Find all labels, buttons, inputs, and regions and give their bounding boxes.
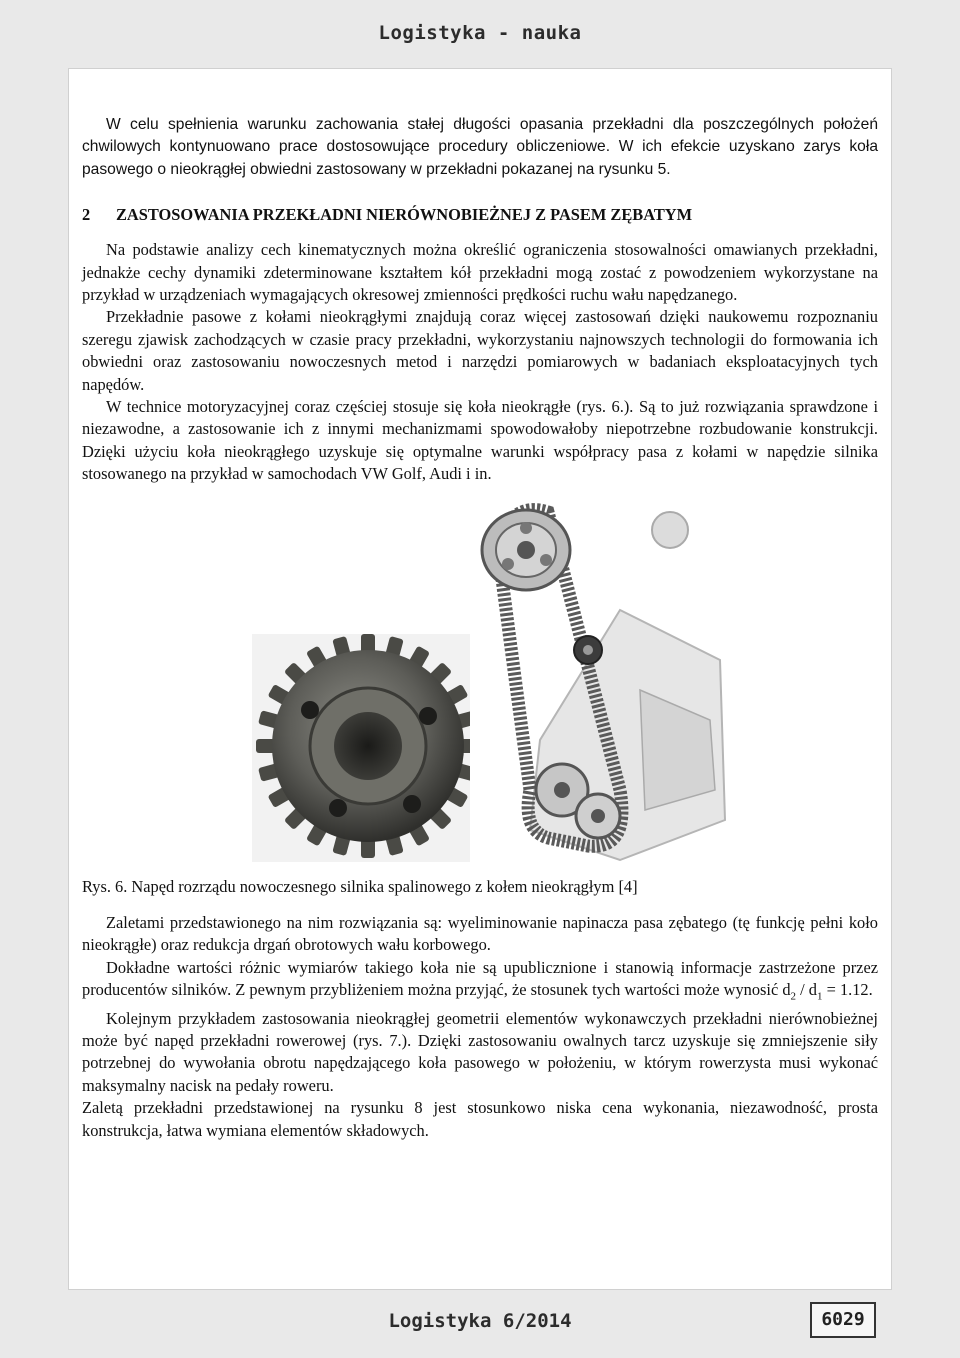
paragraph-1: Na podstawie analizy cech kinematycznych można określić ograniczenia stosowalności omawianych przekładni, jednakże cechy dynamiki zdeterminowane kształtem kół przekładni mogą zostać z powodzeniem wykorzystane na przykład w urządzeniach wymagających okresowej zmienności prędkości ruchu wału napędzanego. xyxy=(82,240,878,305)
paragraph-3: W technice motoryzacyjnej coraz częściej stosuje się koła nieokrągłe (rys. 6.). Są to już rozwiązania sprawdzone i niezawodne, a zastosowanie ich z innymi mechanizmami spowodowałoby niepotrzebne rozbudowanie konstrukcji. Dzięki użyciu koła nieokrągłego uzyskuje się optymalne warunki współpracy pasa z kołami w napędzie silnika stosowanego na przykład w samochodach VW Golf, Audi i in. xyxy=(82,397,878,484)
sprocket-photo xyxy=(252,634,480,862)
issue-footer: Logistyka 6/2014 xyxy=(388,1310,572,1332)
paragraph-5 xyxy=(82,957,878,1008)
ratio-sub-2: 2 xyxy=(790,990,797,1003)
paragraph-4: Zaletami przedstawionego na nim rozwiązania są: wyeliminowanie napinacza pasa zębatego (tę funkcję pełni koło nieokrągłe) oraz redukcja drgań obrotowych wału korbowego. xyxy=(82,912,878,955)
ratio-text-start: Dokładne wartości różnic wymiarów takiego koła nie są upublicznione i stanowią informacje zastrzeżone przez producentów silników. Z pewnym przybliżeniem można przyjąć, że stosunek tych wartości może wynosić d xyxy=(82,957,878,999)
ratio-text-end: = 1.12. xyxy=(822,979,873,999)
ratio-sub-1: 1 xyxy=(817,990,823,1003)
ratio-text-mid: / d xyxy=(796,979,817,999)
section-title: ZASTOSOWANIA PRZEKŁADNI NIERÓWNOBIEŻNEJ Z PASEM ZĘBATYM xyxy=(116,205,693,225)
paragraph-2: Przekładnie pasowe z kołami nieokrągłymi znajdują coraz więcej zastosowań dzięki naukowemu rozpoznaniu szeregu zjawisk zachodzących w czasie pracy przekładni, wykorzystaniu najnowszych technologii do formowania ich obwiedni oraz zastosowaniu nowoczesnych metod i narzędzi pomiarowych w badaniach eksploatacyjnych tych napędów. xyxy=(82,307,878,394)
figure-caption: Rys. 6. Napęd rozrządu nowoczesnego silnika spalinowego z kołem nieokrągłym [4] xyxy=(82,876,638,896)
paragraph-6: Kolejnym przykładem zastosowania nieokrągłej geometrii elementów wykonawczych przekładni nierównobieżnej może być napęd przekładni rowerowej (rys. 7.). Dzięki zastosowaniu owalnych tarcz uzyskuje się zmniejszenie siły potrzebnej do wywołania obrotu napędzającego koła pasowego w położeniu, w którym rowerzysta musi wykonać maksymalny nacisk na pedały roweru. xyxy=(82,1008,878,1095)
section-heading xyxy=(82,205,878,225)
journal-header: Logistyka - nauka xyxy=(378,22,582,44)
figure-6 xyxy=(82,486,878,866)
article-body xyxy=(82,114,878,1142)
timing-drive-drawing xyxy=(470,490,730,862)
page-number: 6029 xyxy=(810,1302,876,1338)
paragraph-7: Zaletą przekładni przedstawionej na rysunku 8 jest stosunkowo niska cena wykonania, niezawodność, prosta konstrukcja, łatwa wymiana elementów składowych. xyxy=(82,1098,878,1140)
intro-paragraph: W celu spełnienia warunku zachowania stałej długości opasania przekładni dla poszczególnych położeń chwilowych kontynuowano prace dostosowujące procedury obliczeniowe. W ich efekcie uzyskano zarys koła pasowego o nieokrągłej obwiedni zastosowany w przekładni pokazanej na rysunku 5. xyxy=(82,116,878,178)
section-number: 2 xyxy=(82,205,91,225)
